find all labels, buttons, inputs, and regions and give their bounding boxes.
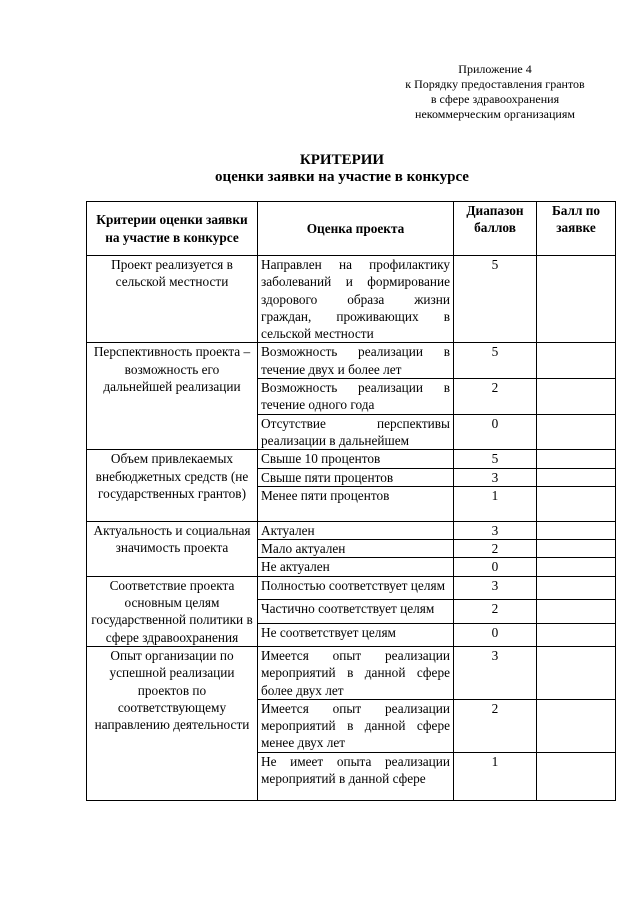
appendix-line: некоммерческим организациям	[415, 107, 575, 121]
points-cell: 2	[454, 540, 537, 558]
title-subtitle: оценки заявки на участие в конкурсе	[215, 169, 469, 185]
assessment-cell: Свыше 10 процентов	[258, 450, 454, 468]
header-range: Диапазон баллов	[454, 202, 537, 256]
score-cell	[537, 486, 616, 521]
assessment-cell: Возможность реализации в течение двух и более лет	[258, 343, 454, 379]
points-cell: 3	[454, 468, 537, 486]
score-cell	[537, 468, 616, 486]
appendix-line: Приложение 4	[458, 62, 532, 76]
assessment-cell: Не имеет опыта реализации мероприятий в данной сфере	[258, 752, 454, 800]
score-cell	[537, 414, 616, 450]
header-criteria: Критерии оценки заявки на участие в конкурсе	[87, 202, 258, 256]
score-cell	[537, 379, 616, 415]
table-header-row	[87, 202, 616, 256]
score-cell	[537, 600, 616, 623]
table-row	[87, 521, 616, 539]
points-cell: 3	[454, 576, 537, 599]
assessment-cell: Имеется опыт реализации мероприятий в данной сфере менее двух лет	[258, 699, 454, 752]
assessment-cell: Направлен на профилактику заболеваний и формирование здорового образа жизни граждан, проживающих в сельской местности	[258, 256, 454, 343]
assessment-cell: Актуален	[258, 521, 454, 539]
criterion-cell: Опыт организации по успешной реализации проектов по соответствующему направлению деятельности	[87, 646, 258, 800]
assessment-cell: Менее пяти процентов	[258, 486, 454, 521]
appendix-line: к Порядку предоставления грантов	[405, 77, 585, 91]
header-assessment: Оценка проекта	[258, 202, 454, 256]
points-cell: 5	[454, 256, 537, 343]
points-cell: 0	[454, 558, 537, 576]
points-cell: 2	[454, 699, 537, 752]
criterion-cell: Актуальность и социальная значимость проекта	[87, 521, 258, 576]
assessment-cell: Полностью соответствует целям	[258, 576, 454, 599]
score-cell	[537, 521, 616, 539]
points-cell: 0	[454, 414, 537, 450]
points-cell: 2	[454, 600, 537, 623]
score-cell	[537, 540, 616, 558]
score-cell	[537, 699, 616, 752]
score-cell	[537, 450, 616, 468]
assessment-cell: Свыше пяти процентов	[258, 468, 454, 486]
criterion-cell: Объем привлекаемых внебюджетных средств (не государственных грантов)	[87, 450, 258, 522]
criterion-cell: Проект реализуется в сельской местности	[87, 256, 258, 343]
points-cell: 3	[454, 646, 537, 699]
score-cell	[537, 576, 616, 599]
points-cell: 5	[454, 343, 537, 379]
score-cell	[537, 623, 616, 646]
score-cell	[537, 256, 616, 343]
criterion-cell: Соответствие проекта основным целям государственной политики в сфере здравоохранения	[87, 576, 258, 646]
points-cell: 2	[454, 379, 537, 415]
appendix-line: в сфере здравоохранения	[430, 92, 560, 106]
points-cell: 1	[454, 752, 537, 800]
points-cell: 1	[454, 486, 537, 521]
points-cell: 5	[454, 450, 537, 468]
points-cell: 3	[454, 521, 537, 539]
table-row	[87, 576, 616, 599]
score-cell	[537, 752, 616, 800]
document-title	[0, 152, 640, 186]
score-cell	[537, 646, 616, 699]
criterion-cell: Перспективность проекта – возможность его дальнейшей реализации	[87, 343, 258, 450]
table-row	[87, 343, 616, 379]
title-main: КРИТЕРИИ	[299, 152, 385, 168]
assessment-cell: Не соответствует целям	[258, 623, 454, 646]
header-score: Балл по заявке	[537, 202, 616, 256]
table-row	[87, 646, 616, 699]
assessment-cell: Возможность реализации в течение одного года	[258, 379, 454, 415]
assessment-cell: Мало актуален	[258, 540, 454, 558]
appendix-note	[380, 62, 610, 122]
assessment-cell: Имеется опыт реализации мероприятий в данной сфере более двух лет	[258, 646, 454, 699]
assessment-cell: Не актуален	[258, 558, 454, 576]
criteria-table	[86, 201, 616, 801]
assessment-cell: Частично соответствует целям	[258, 600, 454, 623]
score-cell	[537, 343, 616, 379]
assessment-cell: Отсутствие перспективы реализации в дальнейшем	[258, 414, 454, 450]
score-cell	[537, 558, 616, 576]
points-cell: 0	[454, 623, 537, 646]
table-row	[87, 256, 616, 343]
table-row	[87, 450, 616, 468]
